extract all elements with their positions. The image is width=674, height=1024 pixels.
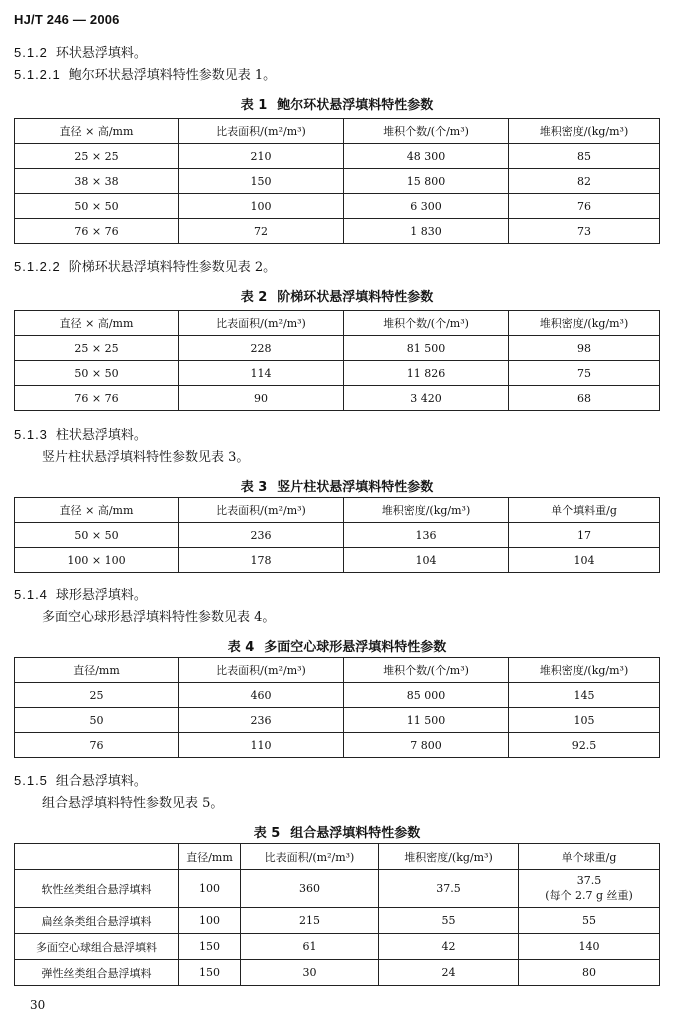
table-cell: 236 bbox=[179, 523, 344, 548]
table-row bbox=[15, 908, 660, 934]
header-cell: 堆积密度/(kg/m³) bbox=[379, 844, 519, 870]
table-cell: 100 bbox=[179, 194, 344, 219]
ball-weight-note: (每个 2.7 g 丝重) bbox=[545, 889, 633, 902]
table-cell: 114 bbox=[179, 361, 344, 386]
section-text: 球形悬浮填料。 bbox=[55, 588, 147, 603]
table3 bbox=[14, 497, 660, 573]
table-row bbox=[15, 336, 660, 361]
header-cell: 比表面积/(m²/m³) bbox=[179, 119, 344, 144]
table5-caption bbox=[0, 822, 674, 841]
header-cell: 堆积个数/(个/m³) bbox=[344, 119, 509, 144]
table-cell: 50 × 50 bbox=[15, 194, 179, 219]
table-number: 表 2 bbox=[240, 290, 268, 305]
table-cell: 50 × 50 bbox=[15, 523, 179, 548]
table-cell: 3 420 bbox=[344, 386, 509, 411]
header-cell bbox=[15, 844, 179, 870]
table-cell: 42 bbox=[379, 934, 519, 960]
section-text: 组合悬浮填料。 bbox=[55, 774, 147, 789]
header-cell: 直径/mm bbox=[179, 844, 241, 870]
table-cell: 50 × 50 bbox=[15, 361, 179, 386]
table-header-row bbox=[15, 498, 660, 523]
table-cell: 215 bbox=[241, 908, 379, 934]
table-cell: 25 × 25 bbox=[15, 144, 179, 169]
header-cell: 堆积密度/(kg/m³) bbox=[509, 658, 660, 683]
section-5-1-3-body: 竖片柱状悬浮填料特性参数见表 3。 bbox=[42, 450, 250, 465]
table-cell: 55 bbox=[379, 908, 519, 934]
page-number: 30 bbox=[30, 998, 46, 1012]
table-cell: 150 bbox=[179, 934, 241, 960]
section-text: 环状悬浮填料。 bbox=[55, 46, 147, 61]
table-cell: 81 500 bbox=[344, 336, 509, 361]
table-row bbox=[15, 960, 660, 986]
table-row bbox=[15, 169, 660, 194]
header-cell: 堆积密度/(kg/m³) bbox=[509, 311, 660, 336]
table-cell: 15 800 bbox=[344, 169, 509, 194]
header-cell: 比表面积/(m²/m³) bbox=[179, 311, 344, 336]
table-header-row bbox=[15, 311, 660, 336]
table-title: 阶梯环状悬浮填料特性参数 bbox=[277, 290, 434, 305]
section-number: 5.1.2 bbox=[14, 45, 48, 60]
header-cell: 堆积个数/(个/m³) bbox=[344, 311, 509, 336]
table-cell: 236 bbox=[179, 708, 344, 733]
header-cell: 单个球重/g bbox=[519, 844, 660, 870]
table-cell: 150 bbox=[179, 960, 241, 986]
table-number: 表 5 bbox=[253, 826, 281, 841]
table-cell: 48 300 bbox=[344, 144, 509, 169]
table-cell: 50 bbox=[15, 708, 179, 733]
section-5-1-5-body: 组合悬浮填料特性参数见表 5。 bbox=[42, 796, 224, 811]
section-5-1-4 bbox=[14, 584, 147, 603]
table-cell: 85 000 bbox=[344, 683, 509, 708]
table-cell: 55 bbox=[519, 908, 660, 934]
table-title: 竖片柱状悬浮填料特性参数 bbox=[277, 480, 434, 495]
table-cell: 25 bbox=[15, 683, 179, 708]
table-row bbox=[15, 219, 660, 244]
table-cell: 104 bbox=[344, 548, 509, 573]
header-cell: 比表面积/(m²/m³) bbox=[179, 658, 344, 683]
table3-caption bbox=[0, 476, 674, 495]
section-5-1-2 bbox=[14, 42, 147, 61]
table-cell: 1 830 bbox=[344, 219, 509, 244]
table-cell: 178 bbox=[179, 548, 344, 573]
table-cell: 90 bbox=[179, 386, 344, 411]
table-cell: 25 × 25 bbox=[15, 336, 179, 361]
table-cell: 110 bbox=[179, 733, 344, 758]
table-cell: 145 bbox=[509, 683, 660, 708]
table-cell: 92.5 bbox=[509, 733, 660, 758]
table5 bbox=[14, 843, 660, 986]
table-cell: 100 bbox=[179, 908, 241, 934]
section-5-1-3 bbox=[14, 424, 147, 443]
table-cell: 73 bbox=[509, 219, 660, 244]
table-cell: 多面空心球组合悬浮填料 bbox=[15, 934, 179, 960]
table-cell: 37.5 bbox=[379, 870, 519, 908]
table-cell: 11 500 bbox=[344, 708, 509, 733]
section-number: 5.1.2.2 bbox=[14, 259, 61, 274]
table-number: 表 3 bbox=[240, 480, 268, 495]
table-cell: 136 bbox=[344, 523, 509, 548]
table-cell: 7 800 bbox=[344, 733, 509, 758]
table-cell: 38 × 38 bbox=[15, 169, 179, 194]
table-cell: 76 × 76 bbox=[15, 219, 179, 244]
section-text: 鲍尔环状悬浮填料特性参数见表 1。 bbox=[68, 68, 277, 83]
table-cell: 98 bbox=[509, 336, 660, 361]
section-5-1-5 bbox=[14, 770, 147, 789]
table-cell: 150 bbox=[179, 169, 344, 194]
table-header-row bbox=[15, 658, 660, 683]
table-cell: 85 bbox=[509, 144, 660, 169]
table-cell: 61 bbox=[241, 934, 379, 960]
table-cell: 72 bbox=[179, 219, 344, 244]
table-row bbox=[15, 386, 660, 411]
table-row bbox=[15, 708, 660, 733]
table-cell: 75 bbox=[509, 361, 660, 386]
table-cell: 6 300 bbox=[344, 194, 509, 219]
table-number: 表 4 bbox=[227, 640, 255, 655]
section-text: 阶梯环状悬浮填料特性参数见表 2。 bbox=[68, 260, 277, 275]
header-cell: 直径 × 高/mm bbox=[15, 498, 179, 523]
table-cell: 104 bbox=[509, 548, 660, 573]
table-header-row bbox=[15, 844, 660, 870]
table-cell bbox=[519, 870, 660, 908]
section-number: 5.1.4 bbox=[14, 587, 48, 602]
table-cell: 弹性丝类组合悬浮填料 bbox=[15, 960, 179, 986]
table-title: 鲍尔环状悬浮填料特性参数 bbox=[277, 98, 434, 113]
table-row bbox=[15, 733, 660, 758]
header-cell: 直径 × 高/mm bbox=[15, 311, 179, 336]
table2-caption bbox=[0, 286, 674, 305]
section-number: 5.1.5 bbox=[14, 773, 48, 788]
section-number: 5.1.2.1 bbox=[14, 67, 61, 82]
table-row bbox=[15, 870, 660, 908]
table-cell: 360 bbox=[241, 870, 379, 908]
table-cell: 76 × 76 bbox=[15, 386, 179, 411]
table-cell: 228 bbox=[179, 336, 344, 361]
header-cell: 堆积个数/(个/m³) bbox=[344, 658, 509, 683]
table-cell: 扁丝条类组合悬浮填料 bbox=[15, 908, 179, 934]
table-row bbox=[15, 144, 660, 169]
table-cell: 210 bbox=[179, 144, 344, 169]
table-row bbox=[15, 194, 660, 219]
table-cell: 11 826 bbox=[344, 361, 509, 386]
table-cell: 30 bbox=[241, 960, 379, 986]
header-cell: 直径/mm bbox=[15, 658, 179, 683]
table-cell: 82 bbox=[509, 169, 660, 194]
table1 bbox=[14, 118, 660, 244]
section-number: 5.1.3 bbox=[14, 427, 48, 442]
table-cell: 460 bbox=[179, 683, 344, 708]
header-cell: 比表面积/(m²/m³) bbox=[179, 498, 344, 523]
table-cell: 100 × 100 bbox=[15, 548, 179, 573]
standard-code-header: HJ/T 246 — 2006 bbox=[14, 12, 120, 27]
table-title: 组合悬浮填料特性参数 bbox=[290, 826, 421, 841]
ball-weight-value: 37.5 bbox=[576, 874, 602, 887]
table-row bbox=[15, 523, 660, 548]
table-row bbox=[15, 548, 660, 573]
table-cell: 80 bbox=[519, 960, 660, 986]
section-5-1-2-1 bbox=[14, 64, 276, 83]
header-cell: 堆积密度/(kg/m³) bbox=[509, 119, 660, 144]
table-cell: 140 bbox=[519, 934, 660, 960]
table-row bbox=[15, 683, 660, 708]
section-5-1-4-body: 多面空心球形悬浮填料特性参数见表 4。 bbox=[42, 610, 276, 625]
table4 bbox=[14, 657, 660, 758]
table-title: 多面空心球形悬浮填料特性参数 bbox=[264, 640, 447, 655]
table4-caption bbox=[0, 636, 674, 655]
table2 bbox=[14, 310, 660, 411]
table-cell: 24 bbox=[379, 960, 519, 986]
table-cell: 76 bbox=[15, 733, 179, 758]
header-cell: 比表面积/(m²/m³) bbox=[241, 844, 379, 870]
table-header-row bbox=[15, 119, 660, 144]
table-number: 表 1 bbox=[240, 98, 268, 113]
table-cell: 76 bbox=[509, 194, 660, 219]
section-text: 柱状悬浮填料。 bbox=[55, 428, 147, 443]
table-cell: 68 bbox=[509, 386, 660, 411]
table-cell: 105 bbox=[509, 708, 660, 733]
header-cell: 直径 × 高/mm bbox=[15, 119, 179, 144]
table-cell: 17 bbox=[509, 523, 660, 548]
table-cell: 100 bbox=[179, 870, 241, 908]
header-cell: 堆积密度/(kg/m³) bbox=[344, 498, 509, 523]
table-row bbox=[15, 934, 660, 960]
header-cell: 单个填料重/g bbox=[509, 498, 660, 523]
table1-caption bbox=[0, 94, 674, 113]
table-row bbox=[15, 361, 660, 386]
table-cell: 软性丝类组合悬浮填料 bbox=[15, 870, 179, 908]
section-5-1-2-2 bbox=[14, 256, 276, 275]
